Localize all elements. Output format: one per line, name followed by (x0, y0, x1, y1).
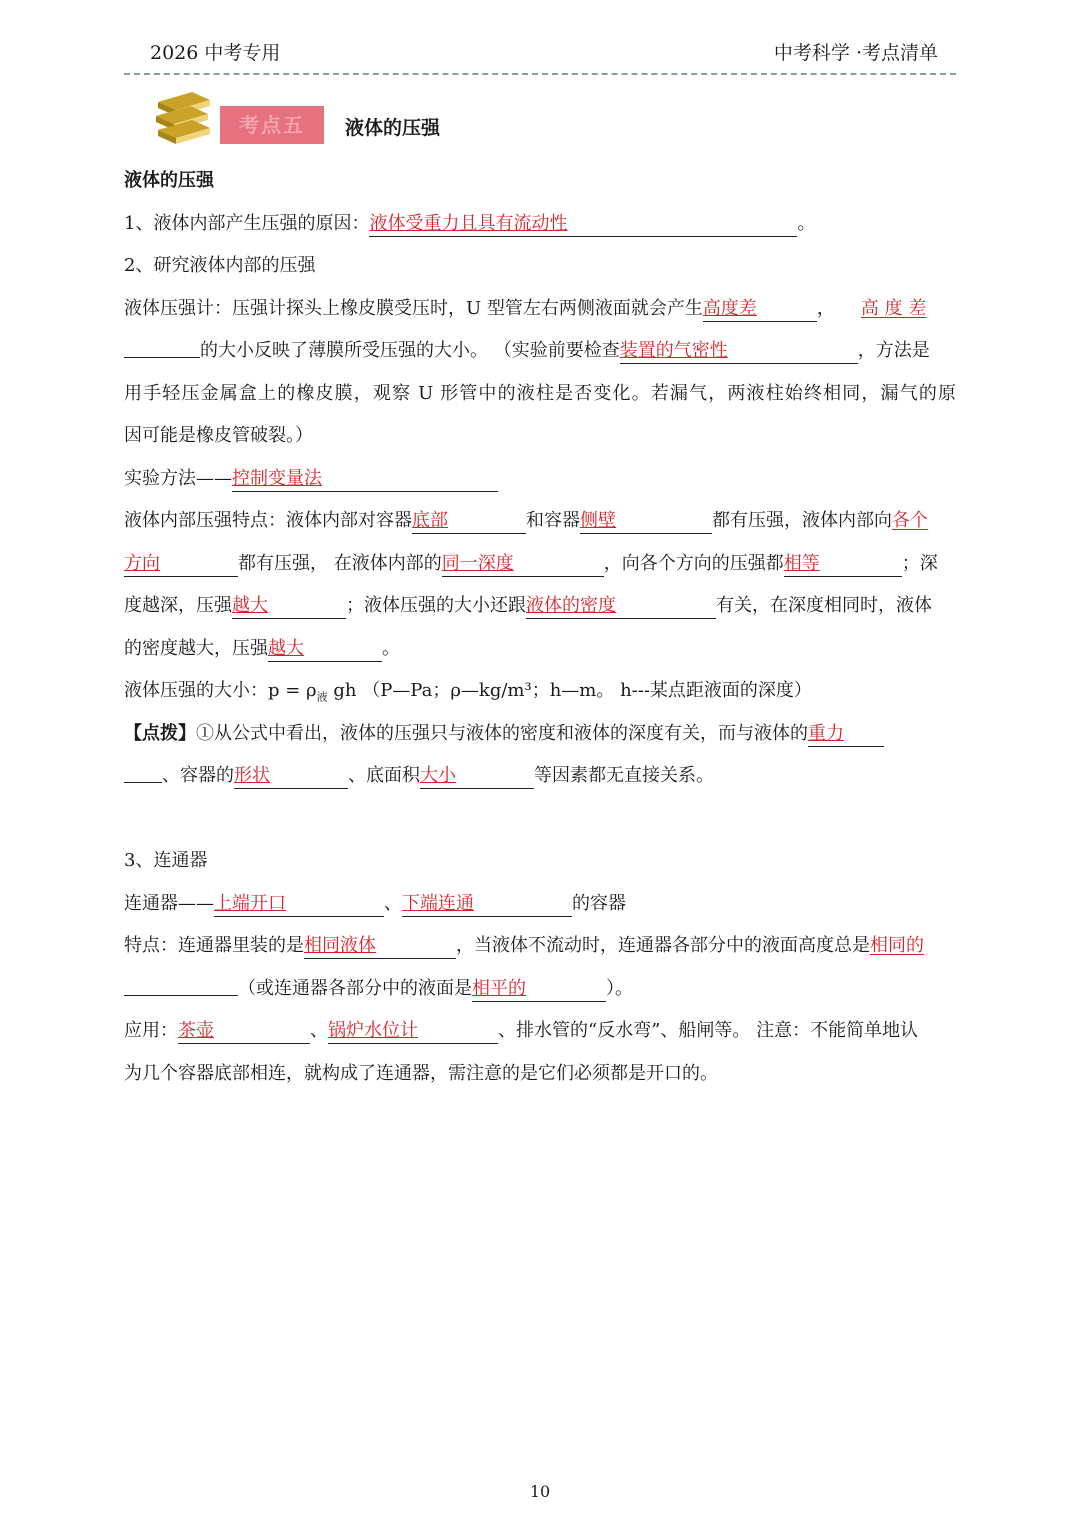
text: 等因素都无直接关系。 (534, 765, 714, 786)
answer-text: 越大 (232, 595, 268, 616)
section-header (150, 88, 550, 148)
text: gh （P—Pa；ρ—kg/m³；h—m。 h---某点距液面的深度） (327, 680, 812, 701)
text: 液体压强的大小：p = ρ (124, 680, 317, 701)
text: ，向各个方向的压强都 (603, 552, 784, 574)
text: 、 (310, 1020, 328, 1041)
text: ；深 (901, 552, 938, 574)
text: 、排水管的“反水弯”、船闸等。 注意：不能简单地认 (498, 1020, 919, 1041)
content-heading: 液体的压强 (124, 170, 214, 191)
text: 液体压强计：压强计探头上橡皮膜受压时，U 型管左右两侧液面就会产生 (124, 297, 703, 319)
answer-text: 高 度 差 (860, 297, 927, 319)
answer-blank (214, 892, 384, 917)
answer-blank (412, 509, 526, 534)
answer-blank (580, 509, 712, 534)
text: 、底面积 (348, 765, 420, 786)
answer-blank (808, 722, 884, 747)
text: ①从公式中看出，液体的压强只与液体的密度和液体的深度有关，而与液体的 (196, 722, 808, 744)
answer-text: 液体的密度 (526, 595, 616, 616)
answer-blank (703, 297, 817, 322)
line-8 (124, 500, 956, 543)
text: 度越深，压强 (124, 595, 232, 616)
line-3 (124, 288, 956, 331)
books-icon (152, 88, 214, 146)
tip-tag: 【点拨】 (124, 722, 196, 744)
answer-blank (328, 1019, 498, 1044)
text: 液体内部压强特点：液体内部对容器 (124, 510, 412, 531)
text: 的容器 (572, 892, 626, 914)
line-17 (124, 925, 956, 968)
answer-text: 茶壶 (178, 1020, 214, 1041)
subscript: 液 (316, 690, 328, 704)
answer-blank (124, 356, 200, 358)
answer-blank (232, 594, 346, 619)
page-number: 10 (529, 1482, 551, 1501)
text: 应用： (124, 1020, 178, 1041)
line-10 (124, 585, 956, 628)
answer-blank (420, 764, 534, 789)
answer-blank (369, 212, 797, 237)
answer-blank (124, 994, 238, 996)
answer-blank (526, 594, 716, 619)
answer-blank (304, 934, 456, 959)
answer-blank (124, 781, 162, 783)
main-content (124, 160, 956, 1095)
text: 。 (382, 637, 400, 659)
text: ， (816, 297, 835, 319)
text: ，当液体不流动时，连通器各部分中的液面高度总是 (456, 935, 870, 956)
answer-blank (124, 552, 238, 577)
text: ，方法是 (857, 340, 930, 361)
answer-text: 底部 (412, 510, 448, 531)
line-1 (124, 203, 956, 246)
text: ）。 (606, 977, 633, 999)
line-19 (124, 1010, 956, 1053)
line-5: 用手轻压金属盒上的橡皮膜，观察 U 形管中的液柱是否变化。若漏气，两液柱始终相同，漏气的原 (124, 382, 956, 404)
text: 和容器 (526, 510, 580, 531)
answer-blank (784, 552, 902, 577)
text: 特点：连通器里装的是 (124, 935, 304, 956)
answer-blank (402, 892, 572, 917)
answer-text: 控制变量法 (232, 467, 322, 489)
line-18 (124, 968, 956, 1011)
text: 连通器—— (124, 892, 214, 914)
answer-text: 重力 (808, 722, 844, 744)
section-badge: 考点五 (220, 106, 324, 144)
answer-text: 相等 (783, 552, 820, 574)
text: 1、液体内部产生压强的原因： (124, 212, 370, 234)
header-left: 2026 中考专用 (150, 42, 281, 64)
line-14 (124, 755, 956, 798)
answer-text: 侧壁 (580, 510, 616, 531)
text: 、 (384, 892, 402, 914)
answer-text: 锅炉水位计 (328, 1020, 418, 1041)
answer-blank (472, 977, 606, 1002)
answer-text: 方向 (124, 552, 160, 574)
answer-text: 同一深度 (441, 552, 514, 574)
answer-text: 相同的 (870, 935, 924, 956)
section-title: 液体的压强 (345, 117, 441, 139)
answer-text: 各个 (892, 510, 928, 531)
answer-blank (268, 637, 382, 662)
answer-text: 液体受重力且具有流动性 (369, 212, 568, 234)
text: 、容器的 (162, 765, 234, 786)
line-6: 因可能是橡皮管破裂。） (124, 425, 313, 446)
line-7 (124, 458, 956, 501)
answer-text: 形状 (234, 765, 270, 786)
answer-text: 相同液体 (304, 935, 376, 956)
line-20: 为几个容器底部相连，就构成了连通器，需注意的是它们必须都是开口的。 (124, 1062, 718, 1084)
answer-text: 大小 (420, 765, 456, 786)
header-divider (124, 73, 956, 75)
answer-blank (620, 339, 858, 364)
answer-blank (232, 467, 498, 492)
line-15: 3、连通器 (124, 850, 208, 871)
answer-text: 相平的 (472, 977, 526, 999)
line-9 (124, 543, 956, 586)
line-13 (124, 713, 956, 756)
answer-text: 高度差 (702, 297, 757, 319)
text: ；液体压强的大小还跟 (346, 595, 526, 616)
text: 的密度越大，压强 (124, 637, 268, 659)
line-16 (124, 883, 956, 926)
line-12 (124, 670, 956, 713)
line-4 (124, 330, 956, 373)
header-right: 中考科学 ·考点清单 (773, 42, 938, 64)
text: 的大小反映了薄膜所受压强的大小。 （实验前要检查 (200, 340, 620, 361)
text: 都有压强，液体内部向 (712, 510, 892, 531)
answer-text: 上端开口 (214, 892, 286, 914)
answer-blank (442, 552, 604, 577)
text: （或连通器各部分中的液面是 (238, 977, 472, 999)
line-11 (124, 628, 956, 671)
text: 。 (797, 212, 816, 234)
text: 有关，在深度相同时，液体 (716, 595, 932, 616)
answer-text: 装置的气密性 (619, 340, 728, 361)
text: 实验方法—— (124, 467, 232, 489)
answer-blank (234, 764, 348, 789)
text: 都有压强， 在液体内部的 (238, 552, 442, 574)
line-2: 2、研究液体内部的压强 (124, 255, 316, 276)
answer-text: 越大 (268, 637, 304, 659)
answer-text: 下端连通 (402, 892, 474, 914)
answer-blank (178, 1019, 310, 1044)
